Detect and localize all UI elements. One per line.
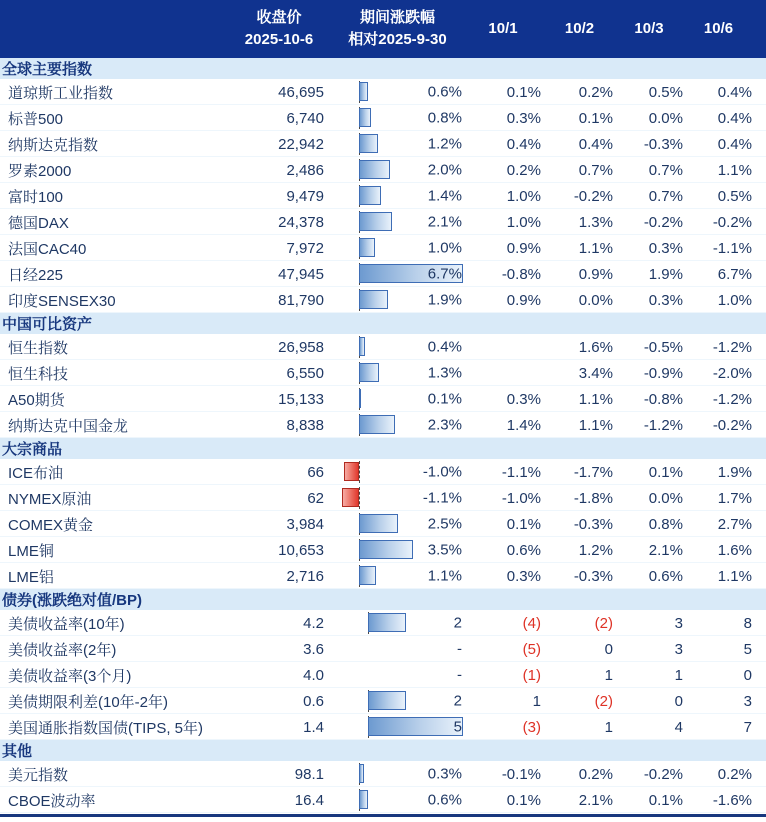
change-bar-cell — [330, 537, 465, 563]
change-bar-cell — [330, 79, 465, 105]
asset-name-cell: 德国DAX — [8, 214, 69, 232]
close-price-cell: 98.1 — [294, 765, 324, 783]
table-row — [0, 412, 766, 438]
table-row — [0, 714, 766, 740]
daily-change-cell: 0.1% — [648, 463, 683, 481]
close-price-cell: 6,740 — [286, 109, 324, 127]
close-price-cell: 0.6 — [303, 692, 324, 710]
period-change-value: 0.3% — [427, 765, 462, 783]
close-price-cell: 3,984 — [286, 515, 324, 533]
header-close-price-line1: 收盘价 — [256, 9, 302, 27]
table-row — [0, 334, 766, 360]
close-price-cell: 7,972 — [286, 239, 324, 257]
asset-name-cell: 印度SENSEX30 — [8, 292, 116, 310]
daily-change-cell: 0.6% — [648, 567, 683, 585]
daily-change-cell: 1 — [674, 666, 683, 684]
daily-change-cell: -0.5% — [643, 338, 683, 356]
asset-name-cell: 恒生指数 — [8, 339, 69, 357]
daily-change-cell: 0.2% — [506, 161, 541, 179]
change-bar-cell — [330, 459, 465, 485]
close-price-cell: 4.2 — [303, 614, 324, 632]
daily-change-cell: 3.4% — [578, 364, 613, 382]
close-price-cell: 4.0 — [303, 666, 324, 684]
daily-change-cell: 0.1% — [578, 109, 613, 127]
data-bar — [359, 82, 368, 101]
asset-name-cell: 美债收益率(2年) — [8, 641, 117, 659]
data-bar — [359, 238, 375, 257]
daily-change-cell: 3 — [743, 692, 752, 710]
asset-name-cell: 恒生科技 — [8, 365, 69, 383]
daily-change-cell: 1.9% — [648, 265, 683, 283]
data-bar — [359, 514, 398, 533]
asset-name-cell: 美债收益率(10年) — [8, 615, 125, 633]
period-change-value: 0.1% — [427, 390, 462, 408]
daily-change-cell: -1.8% — [573, 489, 613, 507]
daily-change-cell: -1.2% — [712, 390, 752, 408]
data-bar — [359, 363, 379, 382]
asset-name-cell: ICE布油 — [8, 464, 64, 482]
change-bar-cell — [330, 511, 465, 537]
daily-change-cell: 6.7% — [717, 265, 752, 283]
change-bar-cell — [330, 235, 465, 261]
daily-change-cell: 0.9% — [578, 265, 613, 283]
table-row — [0, 563, 766, 589]
period-change-value: 2 — [453, 614, 462, 632]
daily-change-cell: 1.0% — [717, 291, 752, 309]
daily-change-cell: 5 — [743, 640, 752, 658]
close-price-cell: 9,479 — [286, 187, 324, 205]
data-bar — [359, 790, 368, 809]
daily-change-cell: 1.3% — [578, 213, 613, 231]
table-row — [0, 209, 766, 235]
asset-name-cell: NYMEX原油 — [8, 490, 92, 508]
data-bar — [359, 160, 390, 179]
daily-change-cell: 0.0% — [648, 489, 683, 507]
table-row — [0, 610, 766, 636]
data-bar — [359, 290, 388, 309]
table-bottom-border — [0, 814, 766, 817]
daily-change-cell: 3 — [674, 640, 683, 658]
daily-change-cell: 1 — [604, 718, 613, 736]
daily-change-cell: (5) — [522, 640, 541, 658]
section-header-row — [0, 58, 766, 79]
period-change-value: - — [457, 640, 462, 658]
close-price-cell: 22,942 — [278, 135, 324, 153]
daily-change-cell: 8 — [743, 614, 752, 632]
table-row — [0, 459, 766, 485]
data-bar — [368, 717, 463, 736]
daily-change-cell: 1.4% — [506, 416, 541, 434]
header-name-column — [0, 0, 228, 58]
section-title: 中国可比资产 — [2, 316, 93, 333]
change-bar-cell — [330, 714, 465, 740]
daily-change-cell: -1.1% — [712, 239, 752, 257]
section-title: 债券(涨跌绝对值/BP) — [2, 592, 142, 609]
header-daily-10-3: 10/3 — [634, 20, 664, 38]
daily-change-cell: 0.7% — [578, 161, 613, 179]
header-period-change — [330, 0, 465, 58]
change-bar-cell — [330, 761, 465, 787]
daily-change-cell: -0.2% — [643, 213, 683, 231]
daily-change-cell: -0.8% — [501, 265, 541, 283]
period-change-value: -1.1% — [422, 489, 462, 507]
period-change-value: 2.3% — [427, 416, 462, 434]
daily-change-cell: 1.0% — [506, 187, 541, 205]
asset-name-cell: 富时100 — [8, 188, 64, 206]
change-bar-cell — [330, 360, 465, 386]
period-change-value: 1.0% — [427, 239, 462, 257]
period-change-value: 0.8% — [427, 109, 462, 127]
period-change-value: 1.3% — [427, 364, 462, 382]
asset-name-cell: CBOE波动率 — [8, 792, 96, 810]
table-row — [0, 636, 766, 662]
daily-change-cell: 0.0% — [578, 291, 613, 309]
close-price-cell: 10,653 — [278, 541, 324, 559]
header-period-change-line1: 期间涨跌幅 — [359, 9, 435, 27]
change-bar-cell — [330, 485, 465, 511]
table-row — [0, 386, 766, 412]
asset-name-cell: A50期货 — [8, 391, 65, 409]
table-body — [0, 58, 766, 813]
section-header-row — [0, 313, 766, 334]
asset-name-cell: LME铝 — [8, 568, 54, 586]
daily-change-cell: 1.0% — [506, 213, 541, 231]
period-change-value: 1.2% — [427, 135, 462, 153]
header-daily-10-2: 10/2 — [564, 20, 595, 38]
period-change-value: 1.4% — [427, 187, 462, 205]
header-close-price-line2: 2025-10-6 — [244, 31, 314, 48]
change-bar-cell — [330, 131, 465, 157]
data-bar — [359, 415, 395, 434]
daily-change-cell: 0.1% — [506, 515, 541, 533]
daily-change-cell: (2) — [594, 692, 613, 710]
period-change-value: 2 — [453, 692, 462, 710]
change-bar-cell — [330, 563, 465, 589]
change-bar-cell — [330, 287, 465, 313]
daily-change-cell: 0.1% — [648, 791, 683, 809]
daily-change-cell: 0 — [674, 692, 683, 710]
daily-change-cell: 1 — [532, 692, 541, 710]
daily-change-cell: -0.9% — [643, 364, 683, 382]
close-price-cell: 1.4 — [303, 718, 324, 736]
daily-change-cell: 1.6% — [717, 541, 752, 559]
period-change-value: 0.4% — [427, 338, 462, 356]
daily-change-cell: -0.8% — [643, 390, 683, 408]
close-price-cell: 26,958 — [278, 338, 324, 356]
asset-name-cell: 美债收益率(3个月) — [8, 667, 132, 685]
daily-change-cell: 0.2% — [717, 765, 752, 783]
daily-change-cell: -0.2% — [643, 765, 683, 783]
change-bar-cell — [330, 157, 465, 183]
section-header-row — [0, 740, 766, 761]
data-bar — [359, 540, 413, 559]
data-bar — [359, 389, 361, 408]
period-change-value: 6.7% — [427, 265, 462, 283]
table-row — [0, 761, 766, 787]
daily-change-cell: 1.2% — [578, 541, 613, 559]
table-row — [0, 287, 766, 313]
header-daily-10-6: 10/6 — [703, 20, 734, 38]
daily-change-cell: 3 — [674, 614, 683, 632]
asset-name-cell: 标普500 — [8, 110, 64, 128]
daily-change-cell: -1.2% — [712, 338, 752, 356]
close-price-cell: 47,945 — [278, 265, 324, 283]
table-row — [0, 105, 766, 131]
daily-change-cell: 0.3% — [648, 239, 683, 257]
period-change-value: -1.0% — [422, 463, 462, 481]
daily-change-cell: -0.3% — [573, 567, 613, 585]
change-bar-cell — [330, 610, 465, 636]
daily-change-cell: -0.1% — [501, 765, 541, 783]
change-bar-cell — [330, 662, 465, 688]
daily-change-cell: 1.7% — [717, 489, 752, 507]
close-price-cell: 24,378 — [278, 213, 324, 231]
header-period-change-line2: 相对2025-9-30 — [348, 31, 447, 48]
daily-change-cell: 0.9% — [506, 291, 541, 309]
table-row — [0, 688, 766, 714]
table-row — [0, 79, 766, 105]
daily-change-cell: (1) — [522, 666, 541, 684]
close-price-cell: 81,790 — [278, 291, 324, 309]
data-bar — [359, 337, 365, 356]
daily-change-cell: -1.2% — [643, 416, 683, 434]
table-row — [0, 787, 766, 813]
daily-change-cell: (2) — [594, 614, 613, 632]
table-row — [0, 360, 766, 386]
asset-name-cell: 日经225 — [8, 266, 64, 284]
daily-change-cell: 0.3% — [506, 109, 541, 127]
table-row — [0, 235, 766, 261]
table-row — [0, 662, 766, 688]
daily-change-cell: 0.5% — [717, 187, 752, 205]
close-price-cell: 15,133 — [278, 390, 324, 408]
close-price-cell: 2,486 — [286, 161, 324, 179]
table-row — [0, 261, 766, 287]
header-daily-10-1: 10/1 — [488, 20, 518, 38]
change-bar-cell — [330, 261, 465, 287]
asset-name-cell: 罗素2000 — [8, 162, 72, 180]
section-title: 全球主要指数 — [2, 61, 93, 78]
daily-change-cell: 0.4% — [717, 109, 752, 127]
close-price-cell: 6,550 — [286, 364, 324, 382]
change-bar-cell — [330, 334, 465, 360]
period-change-value: 5 — [453, 718, 462, 736]
table-row — [0, 511, 766, 537]
asset-name-cell: 纳斯达克指数 — [8, 136, 99, 154]
daily-change-cell: 1 — [604, 666, 613, 684]
daily-change-cell: (3) — [522, 718, 541, 736]
period-change-value: 0.6% — [427, 83, 462, 101]
daily-change-cell: 0.2% — [578, 765, 613, 783]
table-row — [0, 537, 766, 563]
close-price-cell: 46,695 — [278, 83, 324, 101]
daily-change-cell: 7 — [743, 718, 752, 736]
daily-change-cell: 0.5% — [648, 83, 683, 101]
daily-change-cell: 2.1% — [648, 541, 683, 559]
daily-change-cell: -1.1% — [501, 463, 541, 481]
period-change-value: 1.9% — [427, 291, 462, 309]
daily-change-cell: 4 — [674, 718, 683, 736]
daily-change-cell: 0.3% — [506, 390, 541, 408]
asset-name-cell: 纳斯达克中国金龙 — [8, 417, 129, 435]
close-price-cell: 8,838 — [286, 416, 324, 434]
daily-change-cell: -0.2% — [712, 213, 752, 231]
period-change-value: 1.1% — [427, 567, 462, 585]
daily-change-cell: -0.2% — [573, 187, 613, 205]
close-price-cell: 66 — [307, 463, 324, 481]
period-change-value: 3.5% — [427, 541, 462, 559]
daily-change-cell: 0.7% — [648, 187, 683, 205]
daily-change-cell: 0.0% — [648, 109, 683, 127]
change-bar-cell — [330, 209, 465, 235]
daily-change-cell: 1.1% — [578, 390, 613, 408]
data-bar — [359, 108, 371, 127]
asset-name-cell: 道琼斯工业指数 — [8, 84, 114, 102]
daily-change-cell: -1.0% — [501, 489, 541, 507]
daily-change-cell: 0.7% — [648, 161, 683, 179]
asset-name-cell: LME铜 — [8, 542, 54, 560]
daily-change-cell: 0.4% — [578, 135, 613, 153]
change-bar-cell — [330, 787, 465, 813]
daily-change-cell: -0.3% — [643, 135, 683, 153]
period-change-value: 2.1% — [427, 213, 462, 231]
daily-change-cell: 0.2% — [578, 83, 613, 101]
change-bar-cell — [330, 105, 465, 131]
daily-change-cell: 0.4% — [717, 135, 752, 153]
table-row — [0, 131, 766, 157]
change-bar-cell — [330, 636, 465, 662]
period-change-value: 0.6% — [427, 791, 462, 809]
data-bar — [359, 186, 381, 205]
data-bar — [342, 488, 359, 507]
daily-change-cell: 0.3% — [648, 291, 683, 309]
table-row — [0, 183, 766, 209]
asset-name-cell: 美债期限利差(10年-2年) — [8, 693, 169, 711]
period-change-value: - — [457, 666, 462, 684]
daily-change-cell: 2.7% — [717, 515, 752, 533]
daily-change-cell: -1.6% — [712, 791, 752, 809]
daily-change-cell: 1.1% — [578, 239, 613, 257]
close-price-cell: 3.6 — [303, 640, 324, 658]
close-price-cell: 62 — [307, 489, 324, 507]
zero-axis — [359, 487, 360, 509]
change-bar-cell — [330, 386, 465, 412]
daily-change-cell: 0.1% — [506, 791, 541, 809]
section-header-row — [0, 589, 766, 610]
daily-change-cell: (4) — [522, 614, 541, 632]
daily-change-cell: 1.1% — [717, 161, 752, 179]
daily-change-cell: 1.6% — [578, 338, 613, 356]
daily-change-cell: 0.8% — [648, 515, 683, 533]
daily-change-cell: 0.1% — [506, 83, 541, 101]
close-price-cell: 16.4 — [294, 791, 324, 809]
daily-change-cell: 1.1% — [578, 416, 613, 434]
table-header — [0, 0, 766, 58]
change-bar-cell — [330, 688, 465, 714]
data-bar — [359, 134, 378, 153]
daily-change-cell: 0.9% — [506, 239, 541, 257]
asset-name-cell: COMEX黄金 — [8, 516, 94, 534]
daily-change-cell: 2.1% — [578, 791, 613, 809]
period-change-value: 2.0% — [427, 161, 462, 179]
daily-change-cell: 1.9% — [717, 463, 752, 481]
daily-change-cell: 1.1% — [717, 567, 752, 585]
asset-name-cell: 法国CAC40 — [8, 240, 87, 258]
section-header-row — [0, 438, 766, 459]
daily-change-cell: -1.7% — [573, 463, 613, 481]
table-row — [0, 157, 766, 183]
daily-change-cell: -0.3% — [573, 515, 613, 533]
daily-change-cell: 0.4% — [717, 83, 752, 101]
daily-change-cell: 0 — [604, 640, 613, 658]
daily-change-cell: -2.0% — [712, 364, 752, 382]
close-price-cell: 2,716 — [286, 567, 324, 585]
table-row — [0, 485, 766, 511]
data-bar — [359, 566, 376, 585]
asset-name-cell: 美元指数 — [8, 766, 69, 784]
period-change-value: 2.5% — [427, 515, 462, 533]
data-bar — [344, 462, 360, 481]
data-bar — [359, 212, 392, 231]
section-title: 其他 — [2, 743, 33, 760]
daily-change-cell: 0.3% — [506, 567, 541, 585]
section-title: 大宗商品 — [2, 441, 63, 458]
change-bar-cell — [330, 412, 465, 438]
daily-change-cell: 0.6% — [506, 541, 541, 559]
daily-change-cell: 0 — [743, 666, 752, 684]
data-bar — [359, 764, 364, 783]
data-bar — [368, 691, 406, 710]
asset-name-cell: 美国通胀指数国债(TIPS, 5年) — [8, 719, 204, 737]
daily-change-cell: 0.4% — [506, 135, 541, 153]
header-close-price — [228, 0, 330, 58]
zero-axis — [359, 461, 360, 483]
change-bar-cell — [330, 183, 465, 209]
daily-change-cell: -0.2% — [712, 416, 752, 434]
data-bar — [368, 613, 406, 632]
